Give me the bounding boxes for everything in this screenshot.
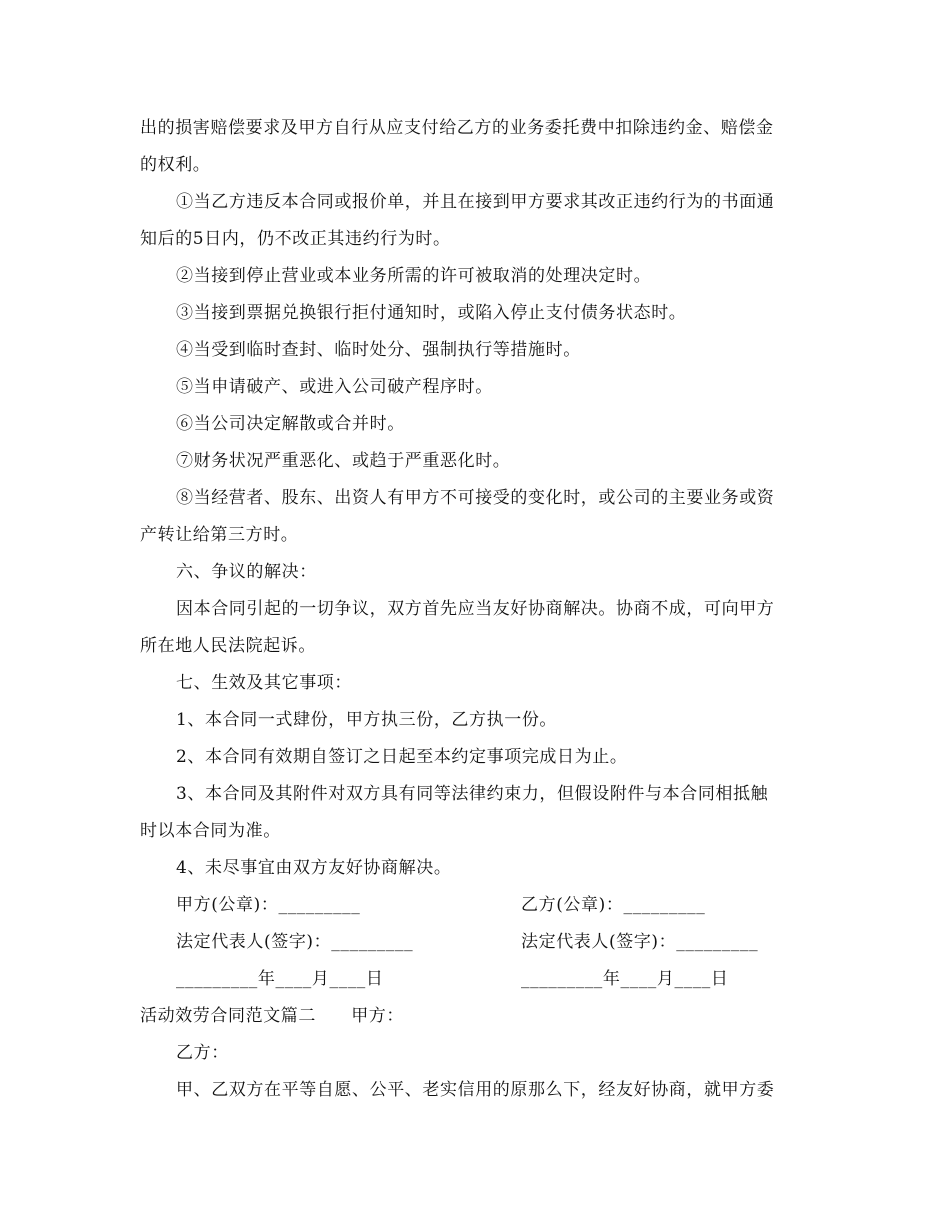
numbered-item-3: 3、本合同及其附件对双方具有同等法律约束力，但假设附件与本合同相抵触 — [176, 784, 769, 804]
clause-item-3: ③当接到票据兑换银行拒付通知时，或陷入停止支付债务状态时。 — [176, 303, 687, 323]
signature-representative-b: 法定代表人(签字)：_________ — [521, 932, 759, 952]
paragraph-line: 所在地人民法院起诉。 — [140, 636, 316, 656]
numbered-item-2: 2、本合同有效期自签订之日起至本约定事项完成日为止。 — [176, 747, 628, 767]
clause-item-1: ①当乙方违反本合同或报价单，并且在接到甲方要求其改正违约行为的书面通 — [176, 192, 775, 212]
section-heading-effect: 七、生效及其它事项： — [176, 673, 352, 693]
paragraph-line: 的权利。 — [140, 155, 211, 175]
paragraph-line: 因本合同引起的一切争议，双方首先应当友好协商解决。协商不成，可向甲方 — [176, 599, 775, 619]
section-heading-dispute: 六、争议的解决： — [176, 562, 317, 582]
signature-party-b: 乙方(公章)：_________ — [521, 895, 706, 915]
paragraph-line: 产转让给第三方时。 — [140, 525, 299, 545]
clause-item-4: ④当受到临时查封、临时处分、强制执行等措施时。 — [176, 340, 581, 360]
clause-item-5: ⑤当申请破产、或进入公司破产程序时。 — [176, 377, 493, 397]
paragraph-line: 知后的5日内，仍不改正其违约行为时。 — [140, 229, 451, 249]
signature-representative-a: 法定代表人(签字)：_________ — [176, 932, 414, 952]
clause-item-2: ②当接到停止营业或本业务所需的许可被取消的处理决定时。 — [176, 266, 652, 286]
signature-date-a: _________年____月____日 — [176, 969, 384, 989]
numbered-item-4: 4、未尽事宜由双方友好协商解决。 — [176, 858, 452, 878]
clause-item-6: ⑥当公司决定解散或合并时。 — [176, 414, 405, 434]
contract-title-second: 活动效劳合同范文篇二 甲方： — [140, 1006, 404, 1026]
clause-item-8: ⑧当经营者、股东、出资人有甲方不可接受的变化时，或公司的主要业务或资 — [176, 488, 775, 508]
paragraph-line: 时以本合同为准。 — [140, 821, 281, 841]
clause-item-7: ⑦财务状况严重恶化、或趋于严重恶化时。 — [176, 451, 511, 471]
signature-date-b: _________年____月____日 — [521, 969, 729, 989]
numbered-item-1: 1、本合同一式肆份，甲方执三份，乙方执一份。 — [176, 710, 558, 730]
party-b-label: 乙方： — [176, 1043, 229, 1063]
paragraph-line: 甲、乙双方在平等自愿、公平、老实信用的原那么下，经友好协商，就甲方委 — [176, 1080, 775, 1100]
paragraph-line: 出的损害赔偿要求及甲方自行从应支付给乙方的业务委托费中扣除违约金、赔偿金 — [140, 118, 774, 138]
signature-party-a: 甲方(公章)：_________ — [176, 895, 361, 915]
